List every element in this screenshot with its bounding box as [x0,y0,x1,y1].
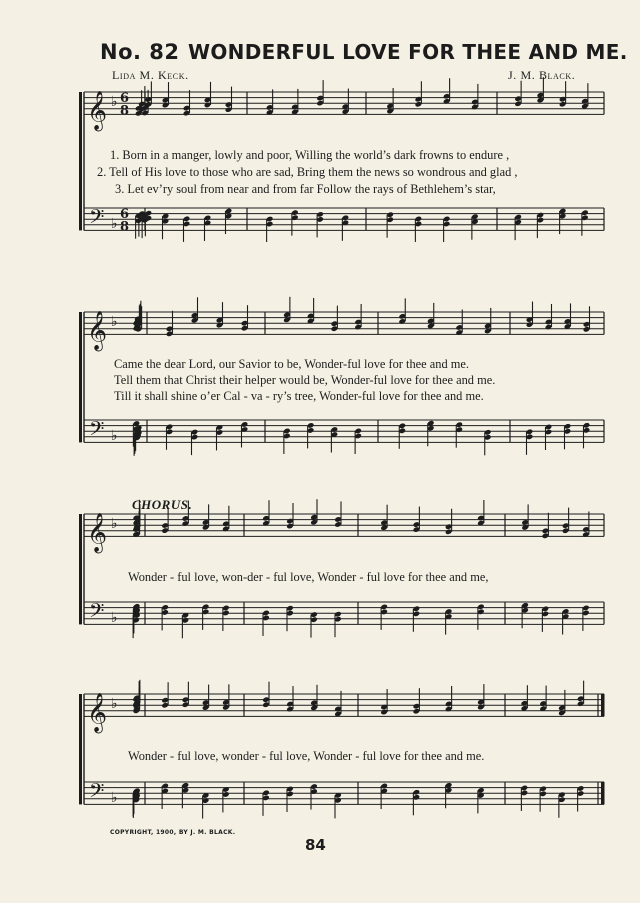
treble-clef-icon: 𝄞 [87,692,108,733]
flat-icon: ♭ [111,215,118,232]
flat-icon: ♭ [111,94,118,111]
bass-clef-icon: 𝄢 [89,598,105,627]
final-barline [601,782,605,804]
system-bracket [79,92,82,230]
verse-1-line: 1. Born in a manger, lowly and poor, Willing the world’s dark frowns to endure , [110,148,510,162]
time-signature-icon: 8 [120,103,130,119]
chorus-label: CHORUS. [132,497,193,512]
time-signature-icon: 6 [120,207,130,223]
flat-icon: ♭ [111,696,118,713]
flat-icon: ♭ [111,427,118,444]
time-signature-icon: 6 [120,91,130,107]
page-number: 84 [305,836,326,854]
flat-icon: ♭ [111,314,118,331]
final-barline [601,694,605,716]
hymn-title: WONDERFUL LOVE FOR THEE AND ME. [188,40,628,64]
verse-2-line: Tell them that Christ their helper would be, Wonder-ful love for thee and me. [114,373,496,387]
lyricist-credit: Lida M. Keck. [112,68,189,82]
hymn-number: No. 82 [100,40,180,64]
system-bracket [79,694,82,804]
system-bracket [79,312,82,442]
flat-icon: ♭ [111,609,118,626]
time-signature-icon: 8 [120,219,130,235]
chorus-line: Wonder - ful love, won-der - ful love, Wonder - ful love for thee and me, [128,570,489,584]
chorus-line: Wonder - ful love, wonder - ful love, Wonder - ful love for thee and me. [128,749,485,763]
verse-1-line: Came the dear Lord, our Savior to be, Wonder-ful love for thee and me. [114,357,469,371]
flat-icon: ♭ [111,789,118,806]
bass-clef-icon: 𝄢 [89,416,105,445]
verse-2-line: 2. Tell of His love to those who are sad, Bring them the news so wondrous and glad , [97,165,518,179]
verse-3-line: 3. Let ev’ry soul from near and from far Follow the rays of Bethlehem’s star, [115,182,496,196]
bass-clef-icon: 𝄢 [89,204,105,233]
bass-clef-icon: 𝄢 [89,778,105,807]
treble-clef-icon: 𝄞 [87,90,108,131]
composer-credit: J. M. Black. [508,68,576,82]
copyright-notice: COPYRIGHT, 1900, BY J. M. BLACK. [110,829,236,836]
flat-icon: ♭ [111,516,118,533]
treble-clef-icon: 𝄞 [87,512,108,553]
verse-3-line: Till it shall shine o’er Cal - va - ry’s tree, Wonder-ful love for thee and me. [114,389,484,403]
system-bracket [79,514,82,624]
treble-clef-icon: 𝄞 [87,310,108,351]
